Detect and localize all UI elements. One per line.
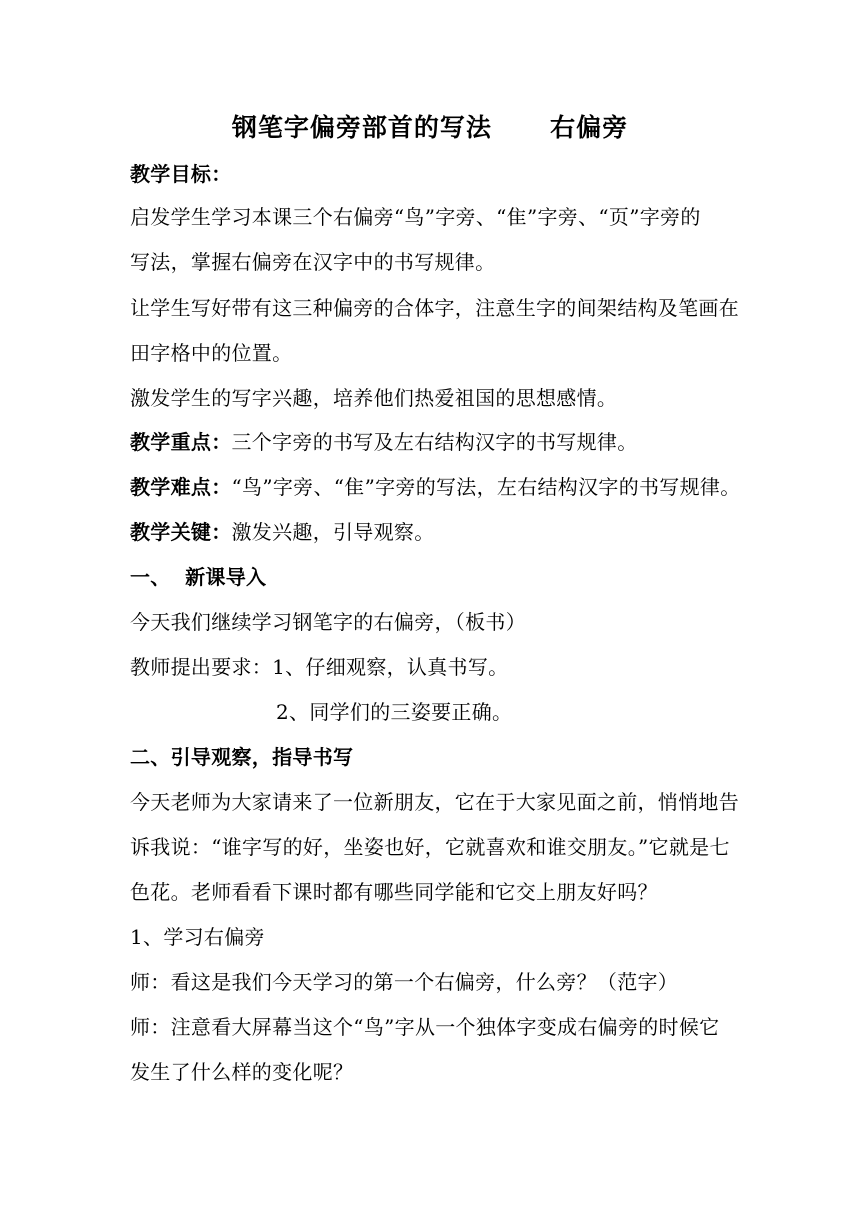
objective-3: 激发学生的写字兴趣，培养他们热爱祖国的思想感情。	[130, 386, 618, 410]
difficulty-label: 教学难点：	[130, 475, 232, 499]
sub-1-heading: 1、学习右偏旁	[130, 925, 265, 949]
document-title: 钢笔字偏旁部首的写法 右偏旁	[231, 113, 629, 142]
section-2-heading: 二、引导观察，指导书写	[130, 745, 354, 769]
section-1-p1: 今天我们继续学习钢笔字的右偏旁，（板书）	[130, 610, 526, 634]
teacher-q2-line2: 发生了什么样的变化呢？	[130, 1060, 354, 1084]
key-point-label: 教学重点：	[130, 430, 232, 454]
section-1-p2: 教师提出要求：1、仔细观察，认真书写。	[130, 655, 509, 679]
section-2-p1-line1: 今天老师为大家请来了一位新朋友，它在于大家见面之前，悄悄地告	[130, 790, 739, 814]
crux	[130, 518, 740, 546]
section-2-p1-line3: 色花。老师看看下课时都有哪些同学能和它交上朋友好吗？	[130, 880, 658, 904]
key-point	[130, 428, 740, 456]
section-1-p3: 2、同学们的三姿要正确。	[276, 700, 513, 724]
difficulty	[130, 473, 740, 501]
section-2-p1-line2: 诉我说：“谁字写的好，坐姿也好，它就喜欢和谁交朋友。”它就是七	[130, 835, 730, 859]
crux-label: 教学关键：	[130, 520, 232, 544]
key-point-text: 三个字旁的书写及左右结构汉字的书写规律。	[231, 430, 638, 454]
objectives-heading: 教学目标：	[130, 162, 232, 186]
difficulty-text: “鸟”字旁、“隹”字旁的写法，左右结构汉字的书写规律。	[231, 475, 741, 499]
teacher-q2-line1: 师：注意看大屏幕当这个“鸟”字从一个独体字变成右偏旁的时候它	[130, 1015, 720, 1039]
crux-text: 激发兴趣，引导观察。	[231, 520, 435, 544]
objective-2-line1: 让学生写好带有这三种偏旁的合体字，注意生字的间架结构及笔画在	[130, 296, 739, 320]
teacher-q1: 师：看这是我们今天学习的第一个右偏旁，什么旁？（范字）	[130, 970, 679, 994]
section-1-heading: 一、 新课导入	[130, 565, 267, 589]
objective-2-line2: 田字格中的位置。	[130, 341, 293, 365]
objective-1-line1: 启发学生学习本课三个右偏旁“鸟”字旁、“隹”字旁、“页”字旁的	[130, 205, 701, 229]
objective-1-line2: 写法，掌握右偏旁在汉字中的书写规律。	[130, 250, 496, 274]
